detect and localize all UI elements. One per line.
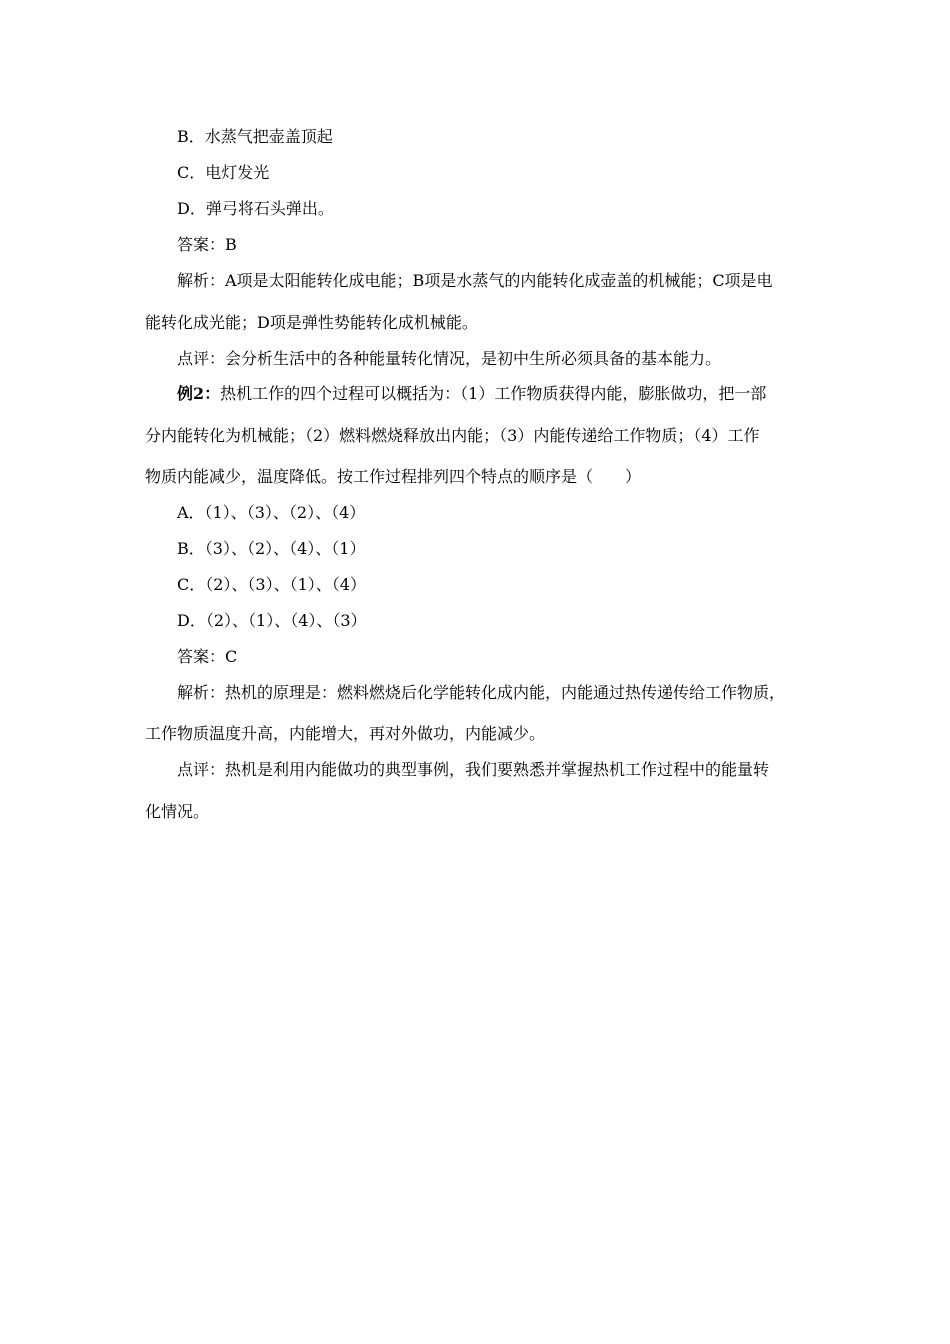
q1-option-d: D．弹弓将石头弹出。 [177, 199, 334, 218]
q2-stem-line2: 分内能转化为机械能；（2）燃料燃烧释放出内能；（3）内能传递给工作物质；（4）工作 [145, 426, 760, 445]
q2-option-d: D．（2）、（1）、（4）、（3） [177, 611, 367, 630]
q2-label: 例2： [177, 384, 221, 403]
q1-answer: 答案：B [177, 235, 237, 254]
q2-stem-line1 [177, 384, 766, 404]
q2-option-b: B．（3）、（2）、（4）、（1） [177, 539, 366, 558]
q2-option-c: C．（2）、（3）、（1）、（4） [177, 575, 366, 594]
q2-analysis-line2: 工作物质温度升高，内能增大，再对外做功，内能减少。 [145, 724, 546, 743]
q2-answer: 答案：C [177, 647, 238, 666]
q2-analysis-line1: 解析：热机的原理是：燃料燃烧后化学能转化成内能，内能通过热传递传给工作物质， [177, 683, 786, 702]
q2-stem-text: 热机工作的四个过程可以概括为：（1）工作物质获得内能，膨胀做功，把一部 [220, 384, 767, 403]
q2-option-a: A．（1）、（3）、（2）、（4） [177, 503, 366, 522]
q1-comment: 点评：会分析生活中的各种能量转化情况，是初中生所必须具备的基本能力。 [177, 349, 722, 368]
q1-analysis-line1: 解析：A项是太阳能转化成电能；B项是水蒸气的内能转化成壶盖的机械能；C项是电 [177, 271, 773, 290]
q1-option-b: B．水蒸气把壶盖顶起 [177, 127, 333, 146]
q2-comment-line1: 点评：热机是利用内能做功的典型事例，我们要熟悉并掌握热机工作过程中的能量转 [177, 760, 770, 779]
q2-stem-line3: 物质内能减少，温度降低。按工作过程排列四个特点的顺序是（ ） [145, 467, 642, 486]
q1-option-c: C．电灯发光 [177, 163, 270, 182]
q1-analysis-line2: 能转化成光能；D项是弹性势能转化成机械能。 [145, 313, 478, 332]
q2-comment-line2: 化情况。 [145, 802, 210, 821]
